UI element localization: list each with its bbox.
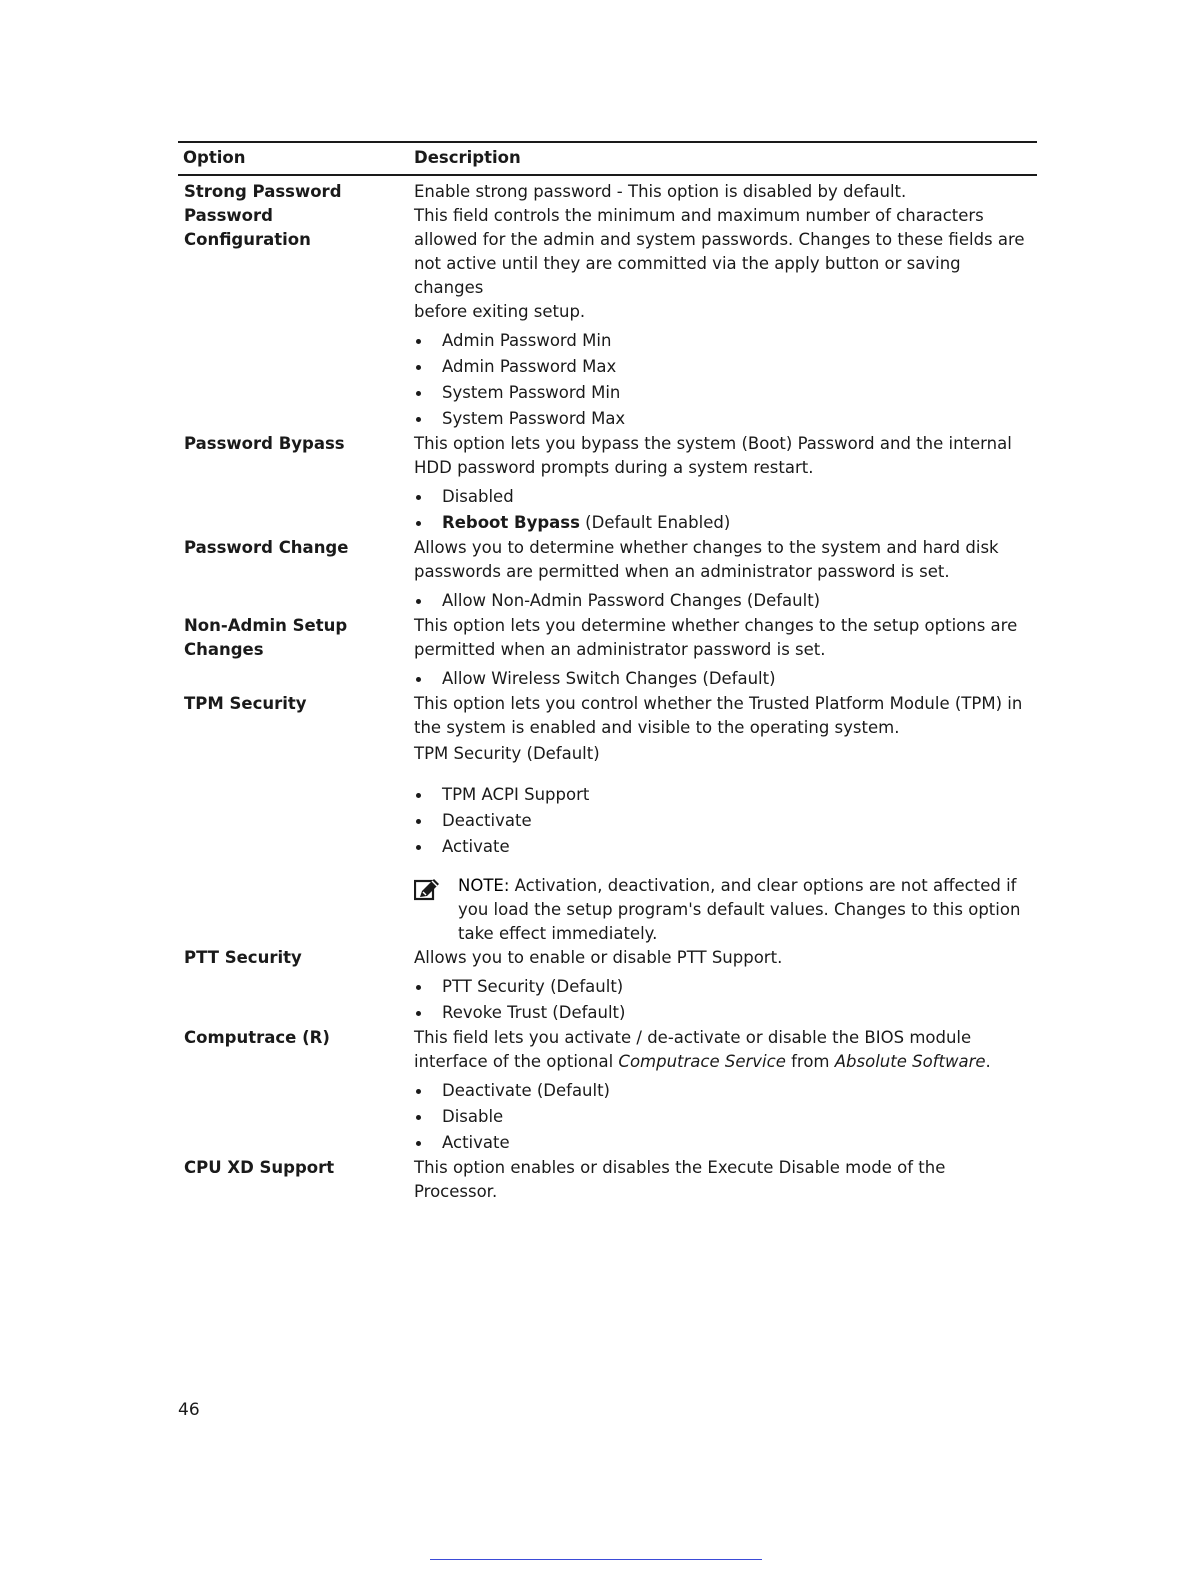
list-item: Disabled (414, 484, 1029, 510)
table-row (178, 946, 1037, 1026)
description-line: Processor. (414, 1182, 498, 1201)
note-line: you load the setup program's default values. Changes to this option (458, 900, 1021, 919)
note-box (414, 874, 1029, 946)
description-computrace (414, 1026, 1037, 1156)
computrace-prefix: interface of the optional (414, 1052, 619, 1071)
description-line: Allows you to enable or disable PTT Support. (414, 948, 783, 967)
option-strong-password: Strong Password (184, 182, 342, 201)
description-cpu-xd-support (414, 1156, 1037, 1204)
list-item: Activate (414, 1130, 1029, 1156)
description-line (414, 1050, 1029, 1074)
description-line: This option lets you determine whether changes to the setup options are (414, 616, 1018, 635)
option-list (414, 588, 1029, 614)
description-line: passwords are permitted when an administrator password is set. (414, 562, 950, 581)
reboot-bypass-default: (Default Enabled) (579, 513, 731, 532)
table-header-row (178, 142, 1037, 175)
list-item: Admin Password Min (414, 328, 1029, 354)
bios-options-table (178, 141, 1037, 1204)
list-item: System Password Min (414, 380, 1029, 406)
list-item (414, 510, 1029, 536)
option-non-admin-setup-changes (178, 614, 414, 692)
absolute-software-name: Absolute Software (834, 1052, 986, 1071)
option-list (414, 1078, 1029, 1156)
description-line: This field controls the minimum and maximum number of characters (414, 206, 984, 225)
header-option: Option (183, 148, 246, 167)
list-item: TPM ACPI Support (414, 782, 1029, 808)
description-line: This option lets you control whether the Trusted Platform Module (TPM) in (414, 694, 1023, 713)
option-password-bypass: Password Bypass (184, 434, 345, 453)
option-ptt-security: PTT Security (184, 948, 302, 967)
description-line: before exiting setup. (414, 302, 586, 321)
option-password-configuration: Password Configuration (184, 206, 311, 249)
note-line-text: Activation, deactivation, and clear options are not affected if (509, 876, 1017, 895)
description-line: This option lets you bypass the system (Boot) Password and the internal (414, 434, 1012, 453)
bottom-link-underline[interactable] (430, 1559, 762, 1560)
option-label-line: Changes (184, 640, 264, 659)
note-label: NOTE: (458, 876, 510, 895)
option-list (414, 974, 1029, 1026)
description-strong-password: Enable strong password - This option is disabled by default. (414, 182, 907, 201)
description-line: Allows you to determine whether changes to the system and hard disk (414, 538, 999, 557)
table-row (178, 204, 1037, 432)
list-item: Activate (414, 834, 1029, 860)
table-row (178, 175, 1037, 204)
option-cpu-xd-support: CPU XD Support (184, 1158, 335, 1177)
description-line: HDD password prompts during a system restart. (414, 458, 814, 477)
description-line: This field lets you activate / de-activate or disable the BIOS module (414, 1028, 972, 1047)
tpm-default-line: TPM Security (Default) (414, 744, 600, 763)
option-list (414, 666, 1029, 692)
table-row (178, 432, 1037, 536)
table-row (178, 614, 1037, 692)
description-ptt-security (414, 946, 1037, 1026)
list-item: Deactivate (Default) (414, 1078, 1029, 1104)
option-label-line: Non-Admin Setup (184, 616, 348, 635)
pencil-note-icon (414, 874, 458, 946)
list-item: Allow Non-Admin Password Changes (Default) (414, 588, 1029, 614)
description-password-change (414, 536, 1037, 614)
reboot-bypass-label: Reboot Bypass (442, 513, 580, 532)
description-non-admin-setup-changes (414, 614, 1037, 692)
description-password-bypass (414, 432, 1037, 536)
option-list (414, 328, 1029, 432)
list-item: Deactivate (414, 808, 1029, 834)
description-line: the system is enabled and visible to the operating system. (414, 718, 900, 737)
table-row (178, 536, 1037, 614)
description-line: permitted when an administrator password is set. (414, 640, 826, 659)
computrace-mid: from (785, 1052, 835, 1071)
header-description: Description (414, 148, 521, 167)
list-item: PTT Security (Default) (414, 974, 1029, 1000)
page-number: 46 (178, 1400, 200, 1420)
option-password-change: Password Change (184, 538, 349, 557)
description-tpm-security (414, 692, 1037, 946)
option-list (414, 484, 1029, 536)
option-list (414, 782, 1029, 860)
list-item: Allow Wireless Switch Changes (Default) (414, 666, 1029, 692)
description-password-configuration (414, 204, 1037, 432)
table-row (178, 1026, 1037, 1156)
computrace-service-name: Computrace Service (618, 1052, 786, 1071)
option-tpm-security: TPM Security (184, 694, 307, 713)
table-row (178, 692, 1037, 946)
computrace-suffix: . (985, 1052, 991, 1071)
description-line: not active until they are committed via the apply button or saving changes (414, 254, 961, 297)
list-item: Admin Password Max (414, 354, 1029, 380)
note-line: take effect immediately. (458, 924, 658, 943)
description-line: allowed for the admin and system passwords. Changes to these fields are (414, 230, 1025, 249)
option-computrace: Computrace (R) (184, 1028, 330, 1047)
note-text (458, 874, 1029, 946)
note-line (458, 874, 1029, 898)
list-item: Disable (414, 1104, 1029, 1130)
list-item: Revoke Trust (Default) (414, 1000, 1029, 1026)
list-item: System Password Max (414, 406, 1029, 432)
description-line: This option enables or disables the Execute Disable mode of the (414, 1158, 946, 1177)
table-row (178, 1156, 1037, 1204)
